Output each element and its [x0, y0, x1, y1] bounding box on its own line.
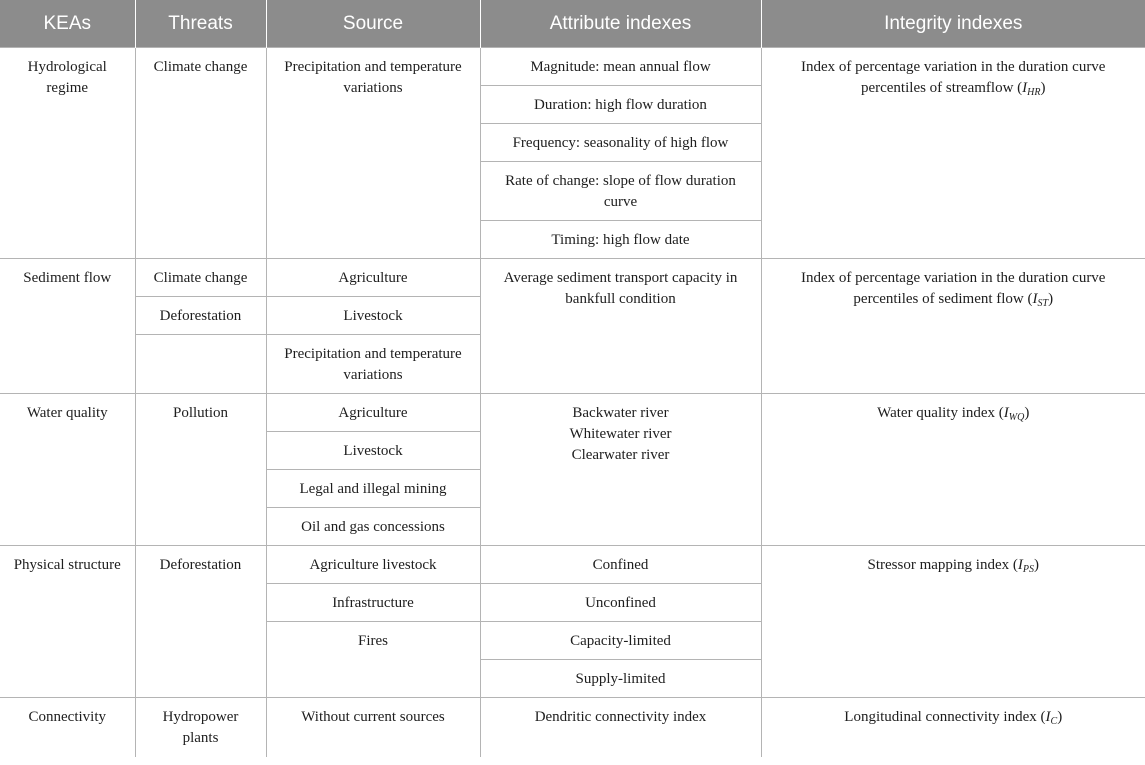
threat-cell: Pollution	[135, 394, 266, 546]
kea-physical-structure: Physical structure	[0, 546, 135, 698]
integrity-cell: Index of percentage variation in the duration curve percentiles of sediment flow $(I_{ST})$	[761, 259, 1145, 394]
header-attribute-indexes: Attribute indexes	[480, 0, 761, 48]
source-cell: Without current sources	[266, 698, 480, 757]
source-cell: Livestock	[266, 432, 480, 470]
kea-water-quality: Water quality	[0, 394, 135, 546]
table-row	[0, 698, 1145, 757]
header-integrity-indexes: Integrity indexes	[761, 0, 1145, 48]
attribute-cell: Supply-limited	[480, 660, 761, 698]
kea-sediment-flow: Sediment flow	[0, 259, 135, 394]
header-row	[0, 0, 1145, 48]
attribute-cell: Timing: high flow date	[480, 221, 761, 259]
attribute-cell: Backwater river Whitewater river Clearwater river	[480, 394, 761, 546]
integrity-cell: Water quality index $(I_{WQ})$	[761, 394, 1145, 546]
source-cell: Precipitation and temperature variations	[266, 48, 480, 259]
source-cell: Fires	[266, 622, 480, 698]
threat-cell: Hydropower plants	[135, 698, 266, 757]
kea-hydrological-regime: Hydrological regime	[0, 48, 135, 259]
attribute-cell: Capacity-limited	[480, 622, 761, 660]
source-cell: Agriculture livestock	[266, 546, 480, 584]
header-keas: KEAs	[0, 0, 135, 48]
integrity-cell: Index of percentage variation in the duration curve percentiles of streamflow $(I_{HR})$	[761, 48, 1145, 259]
threat-cell: Climate change	[135, 259, 266, 297]
source-cell: Oil and gas concessions	[266, 508, 480, 546]
integrity-cell: Longitudinal connectivity index $(I_C)$	[761, 698, 1145, 757]
integrity-symbol: $I_{WQ}$	[1003, 405, 1025, 423]
attribute-cell: Unconfined	[480, 584, 761, 622]
source-cell: Infrastructure	[266, 584, 480, 622]
header-threats: Threats	[135, 0, 266, 48]
table-row	[0, 48, 1145, 86]
attribute-cell: Frequency: seasonality of high flow	[480, 124, 761, 162]
attribute-cell: Confined	[480, 546, 761, 584]
attribute-cell: Average sediment transport capacity in bankfull condition	[480, 259, 761, 394]
attribute-cell: Duration: high flow duration	[480, 86, 761, 124]
source-cell: Agriculture	[266, 259, 480, 297]
threat-cell: Climate change	[135, 48, 266, 259]
integrity-symbol: $I_{HR}$	[1022, 80, 1041, 98]
source-cell: Precipitation and temperature variations	[266, 335, 480, 394]
table-row	[0, 394, 1145, 432]
integrity-symbol: $I_C$	[1045, 709, 1058, 727]
table-row	[0, 546, 1145, 584]
attribute-cell: Dendritic connectivity index	[480, 698, 761, 757]
threat-cell: Deforestation	[135, 297, 266, 335]
integrity-cell: Stressor mapping index $(I_{PS})$	[761, 546, 1145, 698]
kea-connectivity: Connectivity	[0, 698, 135, 757]
source-cell: Legal and illegal mining	[266, 470, 480, 508]
source-cell: Livestock	[266, 297, 480, 335]
integrity-symbol: $I_{ST}$	[1032, 291, 1049, 309]
attribute-cell: Rate of change: slope of flow duration curve	[480, 162, 761, 221]
header-source: Source	[266, 0, 480, 48]
integrity-symbol: $I_{PS}$	[1017, 557, 1034, 575]
table-row	[0, 259, 1145, 297]
threat-cell: Deforestation	[135, 546, 266, 698]
source-cell: Agriculture	[266, 394, 480, 432]
attribute-cell: Magnitude: mean annual flow	[480, 48, 761, 86]
threat-cell-empty	[135, 335, 266, 394]
